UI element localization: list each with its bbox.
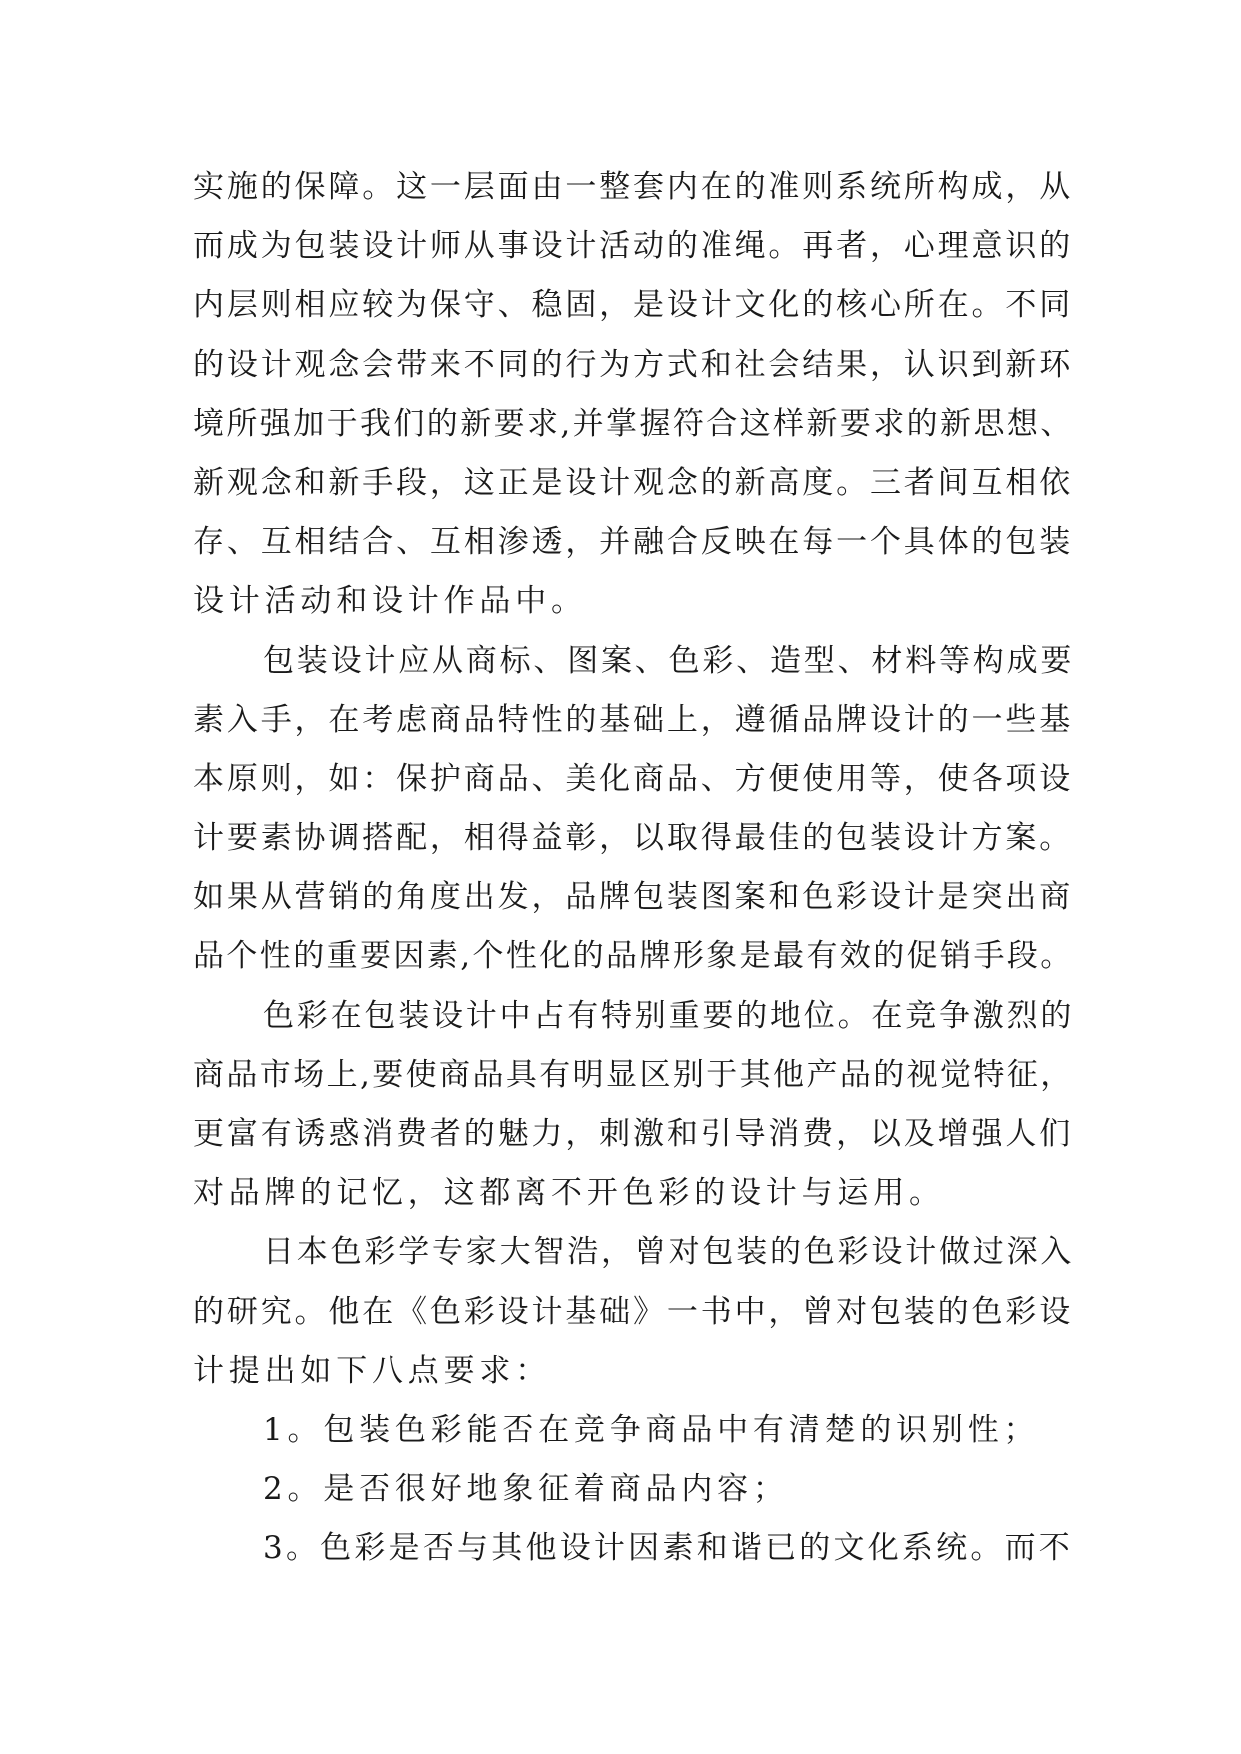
text-line: 的设计观念会带来不同的行为方式和社会结果，认识到新环 (193, 346, 1073, 383)
text-line: 本原则，如：保护商品、美化商品、方便使用等，使各项设 (193, 760, 1073, 797)
body-text (193, 158, 1073, 1579)
text-line: 境所强加于我们的新要求,并掌握符合这样新要求的新思想、 (193, 405, 1074, 442)
text-line: 素入手，在考虑商品特性的基础上，遵循品牌设计的一些基 (193, 701, 1073, 738)
paragraph-first-line: 包装设计应从商标、图案、色彩、造型、材料等构成要 (263, 642, 1075, 679)
text-line: 新观念和新手段，这正是设计观念的新高度。三者间互相依 (193, 464, 1073, 501)
text-line: 对品牌的记忆，这都离不开色彩的设计与运用。 (193, 1175, 945, 1212)
text-line: 的研究。他在《色彩设计基础》一书中，曾对包装的色彩设 (193, 1293, 1073, 1330)
list-item: 2。是否很好地象征着商品内容； (263, 1471, 789, 1508)
text-line: 计提出如下八点要求： (193, 1352, 551, 1389)
text-line: 品个性的重要因素,个性化的品牌形象是最有效的促销手段。 (193, 938, 1074, 975)
text-line: 存、互相结合、互相渗透，并融合反映在每一个具体的包装 (193, 524, 1073, 561)
list-item: 1。包装色彩能否在竞争商品中有清楚的识别性； (263, 1411, 1040, 1448)
text-line: 而成为包装设计师从事设计活动的准绳。再者，心理意识的 (193, 228, 1073, 265)
text-line: 内层则相应较为保守、稳固，是设计文化的核心所在。不同 (193, 287, 1073, 324)
text-line: 计要素协调搭配，相得益彰，以取得最佳的包装设计方案。 (193, 820, 1073, 857)
paragraph-first-line: 日本色彩学专家大智浩，曾对包装的色彩设计做过深入 (263, 1234, 1075, 1271)
text-line: 设计活动和设计作品中。 (193, 583, 587, 620)
paragraph-first-line: 色彩在包装设计中占有特别重要的地位。在竞争激烈的 (263, 997, 1075, 1034)
text-line: 更富有诱惑消费者的魅力，刺激和引导消费，以及增强人们 (193, 1116, 1073, 1152)
text-line: 实施的保障。这一层面由一整套内在的准则系统所构成，从 (193, 169, 1073, 205)
text-line: 商品市场上,要使商品具有明显区别于其他产品的视觉特征， (193, 1056, 1074, 1093)
list-item: 3。色彩是否与其他设计因素和谐已的文化系统。而不 (263, 1530, 1073, 1567)
text-line: 如果从营销的角度出发，品牌包装图案和色彩设计是突出商 (193, 879, 1073, 916)
